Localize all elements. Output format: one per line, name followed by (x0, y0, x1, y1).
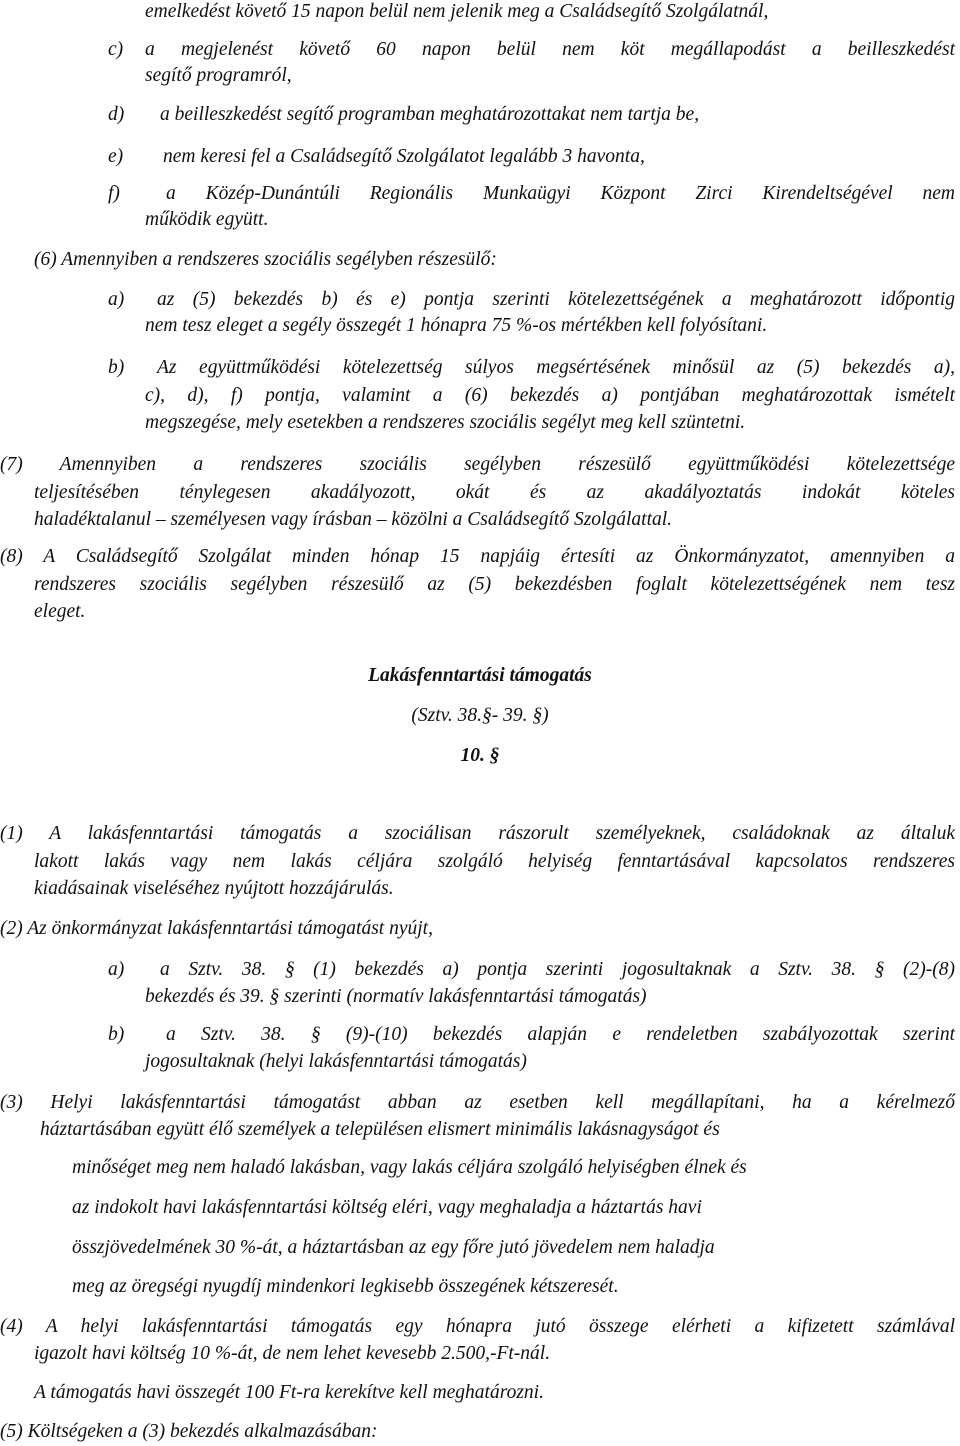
paragraph-10-1-line3: kiadásainak viseléséhez nyújtott hozzájárulás. (34, 878, 394, 899)
paragraph-10-3-line6: meg az öregségi nyugdíj mindenkori legkisebb összegének kétszeresét. (72, 1276, 619, 1297)
paragraph-10-2-intro: (2) Az önkormányzat lakásfenntartási támogatást nyújt, (0, 918, 433, 939)
list-item-6b-line2: c), d), f) pontja, valamint a (6) bekezdés a) pontjában meghatározottak ismételt (145, 385, 955, 406)
list-item-e: nem keresi fel a Családsegítő Szolgálatot legalább 3 havonta, (163, 146, 645, 167)
paragraph-10-3-line1: (3) Helyi lakásfenntartási támogatást abban az esetben kell megállapítani, ha a kérelmező (0, 1092, 955, 1113)
paragraph-10-3-line4: az indokolt havi lakásfenntartási költség eléri, vagy meghaladja a háztartás havi (72, 1197, 702, 1218)
list-item-6a-line2: nem tesz eleget a segély összegét 1 hónapra 75 %-os mértékben kell folyósítani. (145, 315, 768, 336)
list-marker-f: f) (108, 183, 120, 204)
list-item-6a-line1: az (5) bekezdés b) és e) pontja szerinti kötelezettségének a meghatározott időpontig (157, 289, 955, 310)
paragraph-10-3-line2: háztartásában együtt élő személyek a településen elismert minimális lakásnagyságot és (40, 1119, 720, 1140)
paragraph-10-1-line1: (1) A lakásfenntartási támogatás a szociálisan rászorult személyeknek, családoknak az általuk (0, 823, 955, 844)
list-item-c-line2: segítő programról, (145, 65, 292, 86)
paragraph-8-line3: eleget. (34, 601, 86, 622)
list-marker-6a: a) (108, 289, 125, 310)
section-heading: Lakásfenntartási támogatás (368, 665, 592, 686)
paragraph-10-3-line3: minőséget meg nem haladó lakásban, vagy lakás céljára szolgáló helyiségben élnek és (72, 1157, 747, 1178)
list-item-f-line1: a Közép-Dunántúli Regionális Munkaügyi Központ Zirci Kirendeltségével nem (166, 183, 955, 204)
paragraph-10-5-intro: (5) Költségeken a (3) bekezdés alkalmazásában: (0, 1421, 378, 1442)
list-marker-10-2b: b) (108, 1024, 125, 1045)
list-item-6b-line3: megszegése, mely esetekben a rendszeres szociális segélyt meg kell szüntetni. (145, 412, 746, 433)
section-number: 10. § (460, 745, 500, 766)
paragraph-7-line1: (7) Amennyiben a rendszeres szociális segélyben részesülő együttműködési kötelezettsége (0, 454, 955, 475)
paragraph-8-line1: (8) A Családsegítő Szolgálat minden hónap 15 napjáig értesíti az Önkormányzatot, amennyiben a (0, 546, 955, 567)
paragraph-8-line2: rendszeres szociális segélyben részesülő az (5) bekezdésben foglalt kötelezettségének nem tesz (34, 574, 955, 595)
list-marker-d: d) (108, 104, 125, 125)
section-reference: (Sztv. 38.§- 39. §) (411, 705, 549, 726)
paragraph-6-intro: (6) Amennyiben a rendszeres szociális segélyben részesülő: (34, 249, 497, 270)
paragraph-7-line3: haladéktalanul – személyesen vagy írásban – közölni a Családsegítő Szolgálattal. (34, 509, 673, 530)
list-item-10-2b-line1: a Sztv. 38. § (9)-(10) bekezdés alapján e rendeletben szabályozottak szerint (166, 1024, 955, 1045)
list-item-f-line2: működik együtt. (145, 209, 269, 230)
paragraph-10-4-line3: A támogatás havi összegét 100 Ft-ra kerekítve kell meghatározni. (34, 1382, 544, 1403)
list-marker-c: c) (108, 39, 124, 60)
list-item-b-continuation: emelkedést követő 15 napon belül nem jelenik meg a Családsegítő Szolgálatnál, (145, 1, 769, 22)
paragraph-7-line2: teljesítésében ténylegesen akadályozott, okát és az akadályoztatás indokát köteles (34, 482, 955, 503)
list-item-10-2b-line2: jogosultaknak (helyi lakásfenntartási támogatás) (145, 1051, 527, 1072)
list-item-c-line1: a megjelenést követő 60 napon belül nem köt megállapodást a beilleszkedést (145, 39, 955, 60)
list-item-d: a beilleszkedést segítő programban meghatározottakat nem tartja be, (160, 104, 700, 125)
paragraph-10-3-line5: összjövedelmének 30 %-át, a háztartásban az egy főre jutó jövedelem nem haladja (72, 1237, 715, 1258)
list-item-6b-line1: Az együttműködési kötelezettség súlyos megsértésének minősül az (5) bekezdés a), (157, 357, 955, 378)
paragraph-10-1-line2: lakott lakás vagy nem lakás céljára szolgáló helyiség fenntartásával kapcsolatos rendszeres (34, 851, 955, 872)
list-item-10-2a-line2: bekezdés és 39. § szerinti (normatív lakásfenntartási támogatás) (145, 986, 647, 1007)
list-item-10-2a-line1: a Sztv. 38. § (1) bekezdés a) pontja szerinti jogosultaknak a Sztv. 38. § (2)-(8) (160, 959, 955, 980)
paragraph-10-4-line2: igazolt havi költség 10 %-át, de nem lehet kevesebb 2.500,-Ft-nál. (34, 1343, 551, 1364)
list-marker-10-2a: a) (108, 959, 125, 980)
list-marker-e: e) (108, 146, 124, 167)
paragraph-10-4-line1: (4) A helyi lakásfenntartási támogatás egy hónapra jutó összege elérheti a kifizetett számlával (0, 1316, 955, 1337)
list-marker-6b: b) (108, 357, 125, 378)
